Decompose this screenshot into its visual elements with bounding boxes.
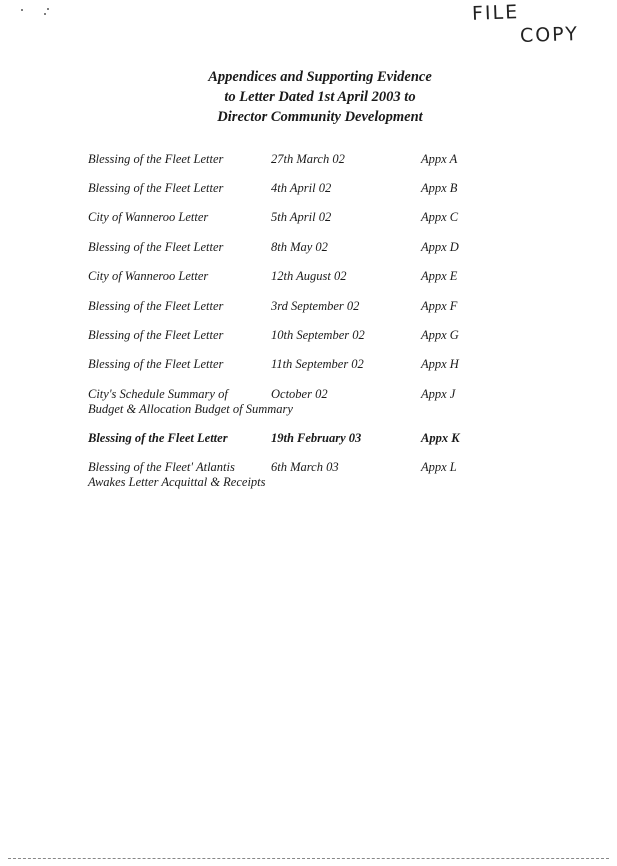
document-date: 19th February 03: [271, 431, 362, 445]
document-name: Blessing of the Fleet Letter: [88, 240, 224, 254]
document-date: October 02: [271, 387, 328, 401]
document-name: Blessing of the Fleet Letter: [88, 431, 228, 445]
appendix-code: Appx F: [421, 299, 458, 313]
document-name: City of Wanneroo Letter: [88, 269, 209, 283]
appendix-row: [0, 357, 617, 391]
document-date: 8th May 02: [271, 240, 328, 254]
appendix-code: Appx L: [421, 460, 457, 474]
appendix-row: [0, 269, 617, 303]
appendix-row: [0, 210, 617, 244]
appendix-code: Appx H: [421, 357, 459, 371]
document-name: Blessing of the Fleet Letter: [88, 181, 224, 195]
appendix-code: Appx J: [421, 387, 456, 401]
scan-speck: [21, 9, 23, 11]
heading-line-2: to Letter Dated 1st April 2003 to: [224, 89, 416, 105]
document-date: 10th September 02: [271, 328, 365, 342]
document-name: Blessing of the Fleet Letter: [88, 328, 224, 342]
document-name: Blessing of the Fleet Letter: [88, 299, 224, 313]
appendix-row: [0, 460, 617, 494]
document-date: 4th April 02: [271, 181, 332, 195]
appendix-code: Appx C: [421, 210, 459, 224]
appendix-code: Appx B: [421, 181, 458, 195]
appendix-code: Appx E: [421, 269, 458, 283]
scan-speck: [44, 13, 46, 15]
appendix-code: Appx A: [421, 152, 458, 166]
document-date: 6th March 03: [271, 460, 339, 474]
handwritten-file-note: FILE: [471, 1, 520, 25]
appendix-code: Appx G: [421, 328, 459, 342]
heading-line-3: Director Community Development: [217, 109, 423, 125]
handwritten-copy-note: COPY: [519, 22, 580, 48]
document-name: Blessing of the Fleet Letter: [88, 357, 224, 371]
scan-edge-divider: [8, 858, 609, 859]
document-date: 27th March 02: [271, 152, 345, 166]
document-name: City's Schedule Summary of Budget & Allocation Budget of Summary: [88, 387, 293, 416]
scan-speck: [47, 8, 49, 10]
document-name: Blessing of the Fleet' Atlantis Awakes Letter Acquittal & Receipts: [88, 460, 266, 489]
appendix-code: Appx D: [421, 240, 459, 254]
appendix-code: Appx K: [421, 431, 460, 445]
document-heading: [120, 67, 520, 127]
appendix-row: [0, 387, 617, 421]
document-date: 3rd September 02: [271, 299, 360, 313]
document-date: 5th April 02: [271, 210, 332, 224]
document-name: Blessing of the Fleet Letter: [88, 152, 224, 166]
heading-line-1: Appendices and Supporting Evidence: [208, 69, 432, 85]
document-name: City of Wanneroo Letter: [88, 210, 209, 224]
document-date: 12th August 02: [271, 269, 347, 283]
document-date: 11th September 02: [271, 357, 364, 371]
